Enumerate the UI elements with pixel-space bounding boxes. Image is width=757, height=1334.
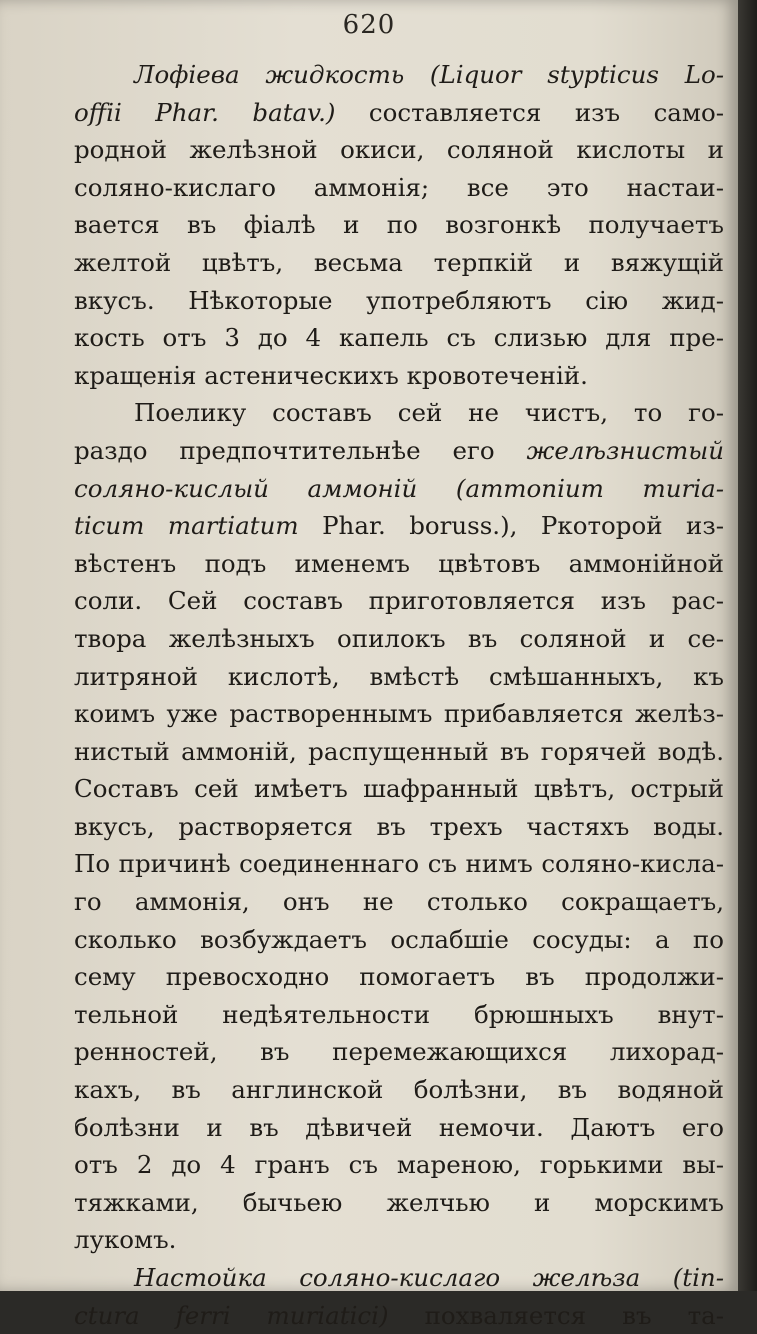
text-segment: желтой цвѣтъ, весьма терпкій и вяжущій — [74, 247, 724, 277]
text-line — [74, 770, 724, 808]
text-line — [74, 958, 724, 996]
italic-text-segment: ctura ferri muriatici) — [74, 1300, 389, 1330]
italic-text-segment: ticum martiatum — [74, 511, 299, 541]
text-segment: Поелику составъ сей не чистъ, то го- — [134, 398, 724, 428]
text-line — [74, 282, 724, 320]
text-line — [74, 1297, 724, 1334]
text-segment: Составъ сей имѣетъ шафранный цвѣтъ, острый — [74, 774, 724, 804]
body-text — [74, 56, 724, 1334]
text-segment: тельной недѣятельности брюшныхъ внут- — [74, 999, 724, 1029]
text-segment: твора желѣзныхъ опилокъ въ соляной и се- — [74, 623, 724, 653]
text-segment: похваляется въ та- — [388, 1300, 725, 1330]
text-segment: кость отъ 3 до 4 капель съ слизью для пре- — [74, 323, 724, 353]
text-segment: По причинѣ соединеннаго съ нимъ соляно-кисла- — [74, 849, 724, 879]
text-segment: кахъ, въ англинской болѣзни, въ водяной — [74, 1075, 724, 1105]
text-line — [74, 996, 724, 1034]
text-segment: тяжками, бычьею желчью и морскимъ — [74, 1187, 724, 1217]
book-spine — [738, 0, 757, 1291]
text-segment: го аммонія, онъ не столько сокращаетъ, — [74, 887, 724, 917]
text-segment: сколько возбуждаетъ ослабшіе сосуды: а по — [74, 924, 724, 954]
text-segment: ренностей, въ перемежающихся лихорад- — [74, 1037, 724, 1067]
text-line — [74, 56, 724, 94]
page-number: 620 — [342, 10, 396, 40]
text-line — [74, 131, 724, 169]
text-segment: кращенія астеническихъ кровотеченій. — [74, 360, 588, 390]
text-line — [74, 319, 724, 357]
text-line — [74, 695, 724, 733]
text-segment: раздо предпочтительнѣе его — [74, 435, 527, 465]
text-segment: вѣстенъ подъ именемъ цвѣтовъ аммонійной — [74, 548, 724, 578]
italic-text-segment: желѣзнистый — [526, 435, 724, 465]
text-segment: лукомъ. — [74, 1225, 177, 1255]
text-segment: составляется изъ само- — [335, 97, 724, 127]
text-line — [74, 808, 724, 846]
italic-text-segment: Лофіева жидкость (Liquor stypticus Lo- — [134, 60, 724, 89]
italic-text-segment: offii Phar. batav.) — [74, 97, 336, 127]
text-line — [74, 658, 724, 696]
text-segment: вкусъ, растворяется въ трехъ частяхъ воды. — [74, 811, 724, 841]
text-segment: нистый аммоній, распущенный въ горячей водѣ. — [74, 736, 724, 766]
text-line — [74, 845, 724, 883]
text-segment: вкусъ. Нѣкоторые употребляютъ сію жид- — [74, 285, 724, 315]
text-line — [74, 432, 724, 470]
text-line — [74, 244, 724, 282]
text-line — [74, 206, 724, 244]
text-line — [74, 394, 724, 432]
text-segment: коимъ уже раствореннымъ прибавляется желѣз- — [74, 699, 724, 729]
text-line — [74, 921, 724, 959]
text-line — [74, 1071, 724, 1109]
text-line — [74, 1109, 724, 1147]
text-segment: вается въ фіалѣ и по возгонкѣ получаетъ — [74, 210, 724, 240]
text-line — [74, 545, 724, 583]
text-segment: родной желѣзной окиси, соляной кислоты и — [74, 135, 724, 165]
text-segment: Phar. boruss.), Ркоторой из- — [298, 511, 724, 541]
text-line — [74, 1033, 724, 1071]
text-line — [74, 883, 724, 921]
text-segment: сему превосходно помогаетъ въ продолжи- — [74, 962, 724, 992]
text-line — [74, 1184, 724, 1222]
text-line — [74, 169, 724, 207]
italic-text-segment: Настойка соляно-кислаго желѣза (tin- — [134, 1263, 724, 1292]
text-line — [74, 507, 724, 545]
italic-text-segment: соляно-кислый аммоній (ammonium muria- — [74, 473, 724, 503]
text-line — [74, 733, 724, 771]
text-line — [74, 357, 724, 395]
text-line — [74, 470, 724, 508]
text-line — [74, 582, 724, 620]
text-segment: литряной кислотѣ, вмѣстѣ смѣшанныхъ, къ — [74, 661, 724, 691]
text-line — [74, 94, 724, 132]
text-line — [74, 1146, 724, 1184]
text-segment: соли. Сей составъ приготовляется изъ рас- — [74, 586, 724, 616]
text-segment: болѣзни и въ дѣвичей немочи. Даютъ его — [74, 1112, 724, 1142]
text-line — [74, 620, 724, 658]
text-line — [74, 1221, 724, 1259]
text-segment: соляно-кислаго аммонія; все это настаи- — [74, 172, 724, 202]
text-segment: отъ 2 до 4 гранъ съ мареною, горькими вы- — [74, 1150, 724, 1180]
